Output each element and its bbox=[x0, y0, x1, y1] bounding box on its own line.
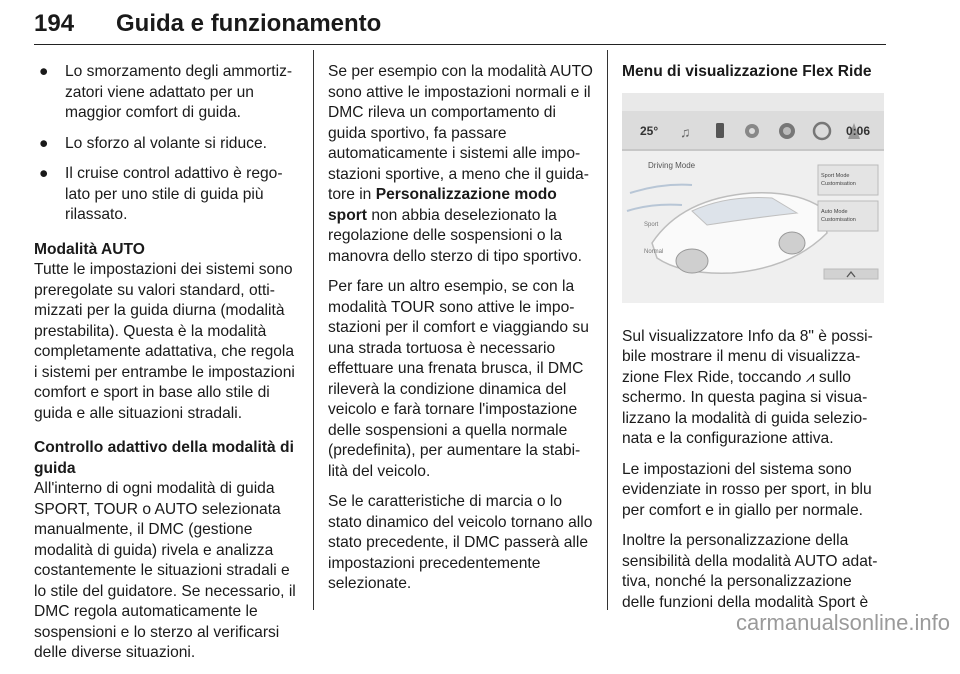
driving-mode-label: Driving Mode bbox=[648, 160, 696, 170]
paragraph: Sul visualizzatore Info da 8" è possibile mostrare il menu di visualizzazione Flex Ride, toccando ⩘ sullo schermo. In questa pagina si visualizzano la modalità di guida selezionata e la configurazione attiva. bbox=[622, 327, 873, 447]
auto-mode-customisation-button[interactable] bbox=[818, 201, 878, 231]
section-heading-menu: Menu di visualizzazione Flex Ride bbox=[622, 63, 872, 80]
bold-term: Personalizzazione modo sport bbox=[328, 186, 557, 224]
music-icon bbox=[680, 124, 691, 140]
column-divider bbox=[313, 50, 314, 610]
section-heading-auto: Modalità AUTO bbox=[34, 240, 145, 258]
paragraph: Le impostazioni del sistema sono evidenziate in rosso per sport, in blu per comfort e in giallo per normale. bbox=[622, 460, 872, 519]
collapse-button[interactable] bbox=[824, 269, 878, 279]
svg-text:Auto Mode: Auto Mode bbox=[821, 208, 848, 215]
column-divider bbox=[607, 50, 608, 610]
paragraph: Se le caratteristiche di marcia o lo stato dinamico del veicolo tornano allo stato precedente, il DMC passerà alle impostazioni precedentemente selezionate. bbox=[328, 493, 593, 592]
list-item: ● Lo smorzamento degli ammortizzatori viene adattato per un maggior comfort di guida. bbox=[39, 63, 293, 121]
list-item: ● Il cruise control adattivo è regolato per uno stile di guida più rilassato. bbox=[39, 165, 283, 223]
target-icon bbox=[779, 123, 795, 139]
column-2 bbox=[328, 62, 594, 605]
column-3 bbox=[622, 62, 888, 623]
side-label-normal: Normal bbox=[644, 248, 664, 255]
flex-ride-icon: ⩘ bbox=[805, 368, 815, 386]
side-label-sport: Sport bbox=[644, 221, 659, 228]
time-label: 0:06 bbox=[846, 123, 871, 138]
paragraph: Tutte le impostazioni dei sistemi sono preregolate su valori standard, ottimizzati per la guida diurna (modalità prestabilita). Questa è la modalità completamente adattativa, che regola i sistemi per entrambe le impostazioni comfort e sport in base allo stile di guida e alle situazioni stradali. bbox=[34, 261, 295, 422]
column-1 bbox=[34, 62, 300, 674]
paragraph: Se per esempio con la modalità AUTO sono attive le impostazioni normali e il DMC rileva un comportamento di guida sportivo, fa passare automaticamente i sistemi alle impostazioni sportive, a meno che il guidatore in Personalizzazione modo sport non abbia deselezionato la regolazione delle sospensioni o la manovra dello sterzo di tipo sportivo. bbox=[328, 63, 593, 265]
settings-icon bbox=[745, 124, 759, 138]
watermark: carmanualsonline.info bbox=[735, 610, 950, 635]
svg-text:♫: ♫ bbox=[680, 123, 691, 140]
page-header bbox=[34, 6, 886, 45]
page-number: 194 bbox=[34, 10, 75, 37]
bullet-list bbox=[34, 62, 300, 226]
paragraph: Inoltre la personalizzazione della sensibilità della modalità AUTO adattiva, nonché la personalizzazione delle funzioni della modalità Sport è bbox=[622, 532, 878, 611]
temperature-label: 25° bbox=[640, 123, 659, 138]
svg-text:Customisation: Customisation bbox=[821, 180, 856, 187]
svg-text:Sport Mode: Sport Mode bbox=[821, 172, 850, 179]
phone-icon bbox=[716, 123, 724, 138]
sport-mode-customisation-button[interactable] bbox=[818, 165, 878, 195]
section-heading-control: Controllo adattivo della modalità di guida bbox=[34, 439, 294, 477]
flex-ride-screen-figure bbox=[622, 93, 884, 303]
svg-text:Customisation: Customisation bbox=[821, 216, 856, 223]
paragraph: All'interno di ogni modalità di guida SPORT, TOUR o AUTO selezionata manualmente, il DMC (gestione modalità di guida) rivela e analizza costantemente le situazioni stradali e lo stile del guidatore. Se necessario, il DMC regola automaticamente le sospensioni e lo sterzo al verificarsi delle diverse situazioni. bbox=[34, 480, 296, 661]
list-item: ● Lo sforzo al volante si riduce. bbox=[39, 134, 267, 152]
page-title: Guida e funzionamento bbox=[116, 10, 382, 37]
paragraph: Per fare un altro esempio, se con la modalità TOUR sono attive le impostazioni per il comfort e viaggiando su una strada tortuosa è necessario effettuare una frenata brusca, il DMC rileverà la condizione dinamica del veicolo e farà tornare l'impostazione delle sospensioni a quella normale (predefinita), per aumentare la stabilità del veicolo. bbox=[328, 278, 589, 480]
